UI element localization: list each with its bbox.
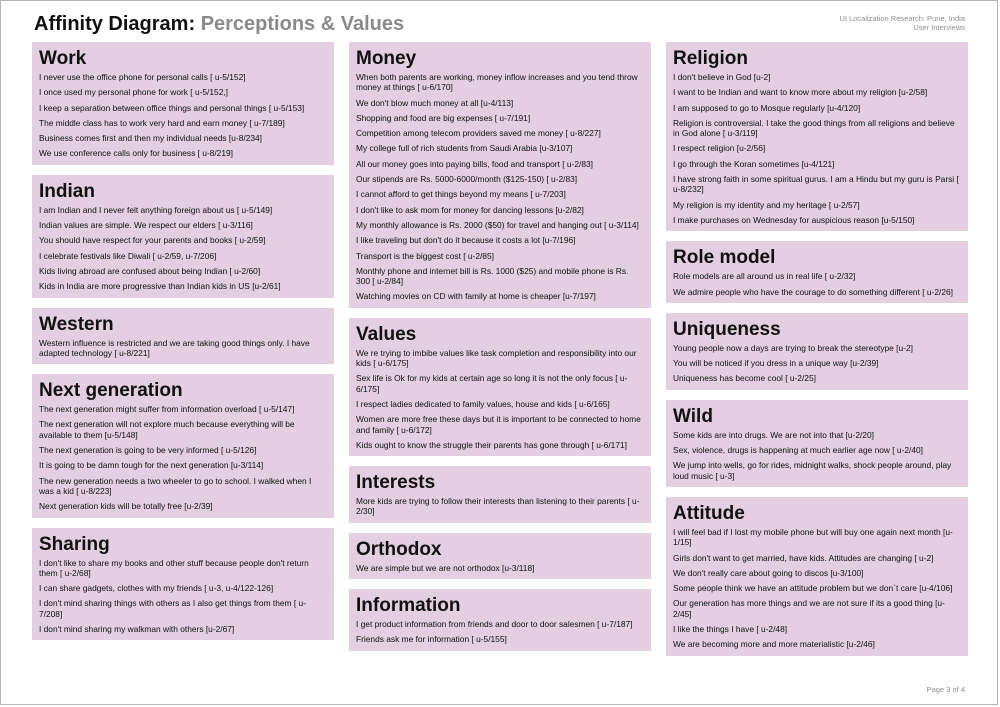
quote-item: I celebrate festivals like Diwali [ u-2/59, u-7/206] bbox=[39, 250, 217, 261]
card-indian bbox=[32, 175, 334, 298]
meta-project: UI Localization Research: Pune, India bbox=[839, 14, 965, 23]
card-items bbox=[39, 72, 327, 159]
quote-item: Kids in India are more progressive than Indian kids in US [u-2/61] bbox=[39, 281, 281, 292]
quote-item: Business comes first and then my individual needs [u-8/234] bbox=[39, 133, 262, 144]
card-items bbox=[673, 271, 961, 297]
card-heading: Religion bbox=[673, 48, 748, 69]
quote-item: I go through the Koran sometimes [u-4/121] bbox=[673, 158, 835, 169]
quote-item: I respect ladies dedicated to family values, house and kids [ u-6/165] bbox=[356, 398, 610, 409]
card-orthodox bbox=[349, 533, 651, 579]
card-heading: Attitude bbox=[673, 502, 745, 524]
quote-item: Sex life is Ok for my kids at certain age so long it is not the only focus [ u-6/175] bbox=[356, 373, 628, 394]
quote-item: Competition among telecom providers saved me money [ u-8/227] bbox=[356, 128, 601, 139]
quote-item: Girls don't want to get married, have kids. Attitudes are changing [ u-2] bbox=[673, 552, 934, 563]
card-western bbox=[32, 308, 334, 365]
quote-item: Watching movies on CD with family at home is cheaper [u-7/197] bbox=[356, 291, 596, 302]
card-heading: Next generation bbox=[39, 380, 183, 402]
card-heading: Work bbox=[39, 48, 87, 69]
card-items bbox=[673, 343, 961, 384]
column-3 bbox=[666, 42, 968, 666]
quote-item: I have strong faith in some spiritual gurus. I am a Hindu but my guru is Parsi [ u-8/232] bbox=[673, 174, 959, 195]
quote-item: Kids living abroad are confused about being Indian [ u-2/60] bbox=[39, 265, 261, 276]
quote-item: Some people think we have an attitude problem but we don`t care [u-4/106] bbox=[673, 583, 953, 594]
quote-item: I don't like to ask mom for money for dancing lessons [u-2/82] bbox=[356, 204, 584, 215]
page-title bbox=[34, 13, 404, 36]
card-heading: Wild bbox=[673, 405, 713, 427]
quote-item: I am supposed to go to Mosque regularly [u-4/120] bbox=[673, 102, 861, 113]
quote-item: The next generation will not explore much because everything will be available to them [u-5/148] bbox=[39, 419, 295, 440]
card-items bbox=[673, 527, 961, 650]
quote-item: I never use the office phone for personal calls [ u-5/152] bbox=[39, 72, 246, 82]
card-information bbox=[349, 589, 651, 651]
quote-item: I want to be Indian and want to know more about my religion [u-2/58] bbox=[673, 87, 928, 98]
quote-item: Sex, violence, drugs is happening at much earlier age now [ u-2/40] bbox=[673, 445, 924, 456]
title-main: Affinity Diagram: bbox=[34, 13, 196, 35]
header-meta bbox=[840, 14, 966, 32]
card-heading: Sharing bbox=[39, 533, 110, 555]
quote-item: Uniqueness has become cool [ u-2/25] bbox=[673, 373, 816, 384]
quote-item: Role models are all around us in real life [ u-2/32] bbox=[673, 271, 856, 282]
quote-item: We don't really care about going to discos [u-3/100] bbox=[673, 567, 864, 578]
card-items bbox=[356, 72, 644, 302]
card-attitude bbox=[666, 497, 968, 656]
quote-item: I keep a separation between office things and personal things [ u-5/153] bbox=[39, 102, 305, 113]
card-items bbox=[673, 430, 961, 481]
card-items bbox=[39, 338, 327, 359]
quote-item: We are becoming more and more materialistic [u-2/46] bbox=[673, 639, 875, 650]
quote-item: I don't like to share my books and other stuff because people don't return them [ u-2/68] bbox=[39, 557, 309, 578]
quote-item: Some kids are into drugs. We are not into that [u-2/20] bbox=[673, 429, 874, 440]
card-items bbox=[356, 563, 644, 573]
card-values bbox=[349, 318, 651, 456]
card-heading: Indian bbox=[39, 180, 95, 202]
card-heading: Role model bbox=[673, 247, 776, 269]
card-heading: Uniqueness bbox=[673, 318, 781, 340]
card-uniqueness bbox=[666, 313, 968, 390]
meta-method: User Interviews bbox=[913, 23, 965, 32]
quote-item: My monthly allowance is Rs. 2000 ($50) for travel and hanging out [ u-3/114] bbox=[356, 219, 639, 230]
quote-item: We don't blow much money at all [u-4/113] bbox=[356, 97, 514, 108]
quote-item: I like traveling but don't do it because it costs a lot [u-7/196] bbox=[356, 235, 576, 246]
card-items bbox=[39, 558, 327, 635]
quote-item: I will feel bad if I lost my mobile phone but will buy one again next month [u-1/15] bbox=[673, 526, 953, 548]
quote-item: I can share gadgets, clothes with my friends [ u-3, u-4/122-126] bbox=[39, 583, 274, 594]
quote-item: The middle class has to work very hard and earn money [ u-7/189] bbox=[39, 117, 285, 128]
quote-item: I don't mind sharing things with others as I also get things from them [ u-7/208] bbox=[39, 598, 306, 619]
card-items bbox=[39, 404, 327, 511]
quote-item: Indian values are simple. We respect our elders [ u-3/116] bbox=[39, 220, 253, 231]
quote-item: I respect religion [u-2/56] bbox=[673, 143, 766, 154]
quote-item: You should have respect for your parents and books [ u-2/59] bbox=[39, 235, 266, 246]
card-wild bbox=[666, 400, 968, 487]
quote-item: I don't believe in God [u-2] bbox=[673, 72, 771, 82]
quote-item: I get product information from friends and door to door salesmen [ u-7/187] bbox=[356, 619, 633, 630]
card-religion bbox=[666, 42, 968, 231]
quote-item: When both parents are working, money inflow increases and you tend throw money at things [ u-6/170] bbox=[356, 72, 638, 93]
column-2 bbox=[349, 42, 651, 661]
quote-item: We admire people who have the courage to do something different [ u-2/26] bbox=[673, 286, 953, 297]
quote-item: More kids are trying to follow their interests than listening to their parents [ u-2/30] bbox=[356, 496, 640, 517]
quote-item: We jump into wells, go for rides, midnight walks, shock people around, play loud music [ u-3] bbox=[673, 460, 952, 481]
quote-item: All our money goes into paying bills, food and transport [ u-2/83] bbox=[356, 158, 593, 169]
card-heading: Values bbox=[356, 323, 417, 345]
quote-item: I once used my personal phone for work [ u-5/152,] bbox=[39, 87, 229, 98]
quote-item: Religion is controversial. I take the good things from all religions and believe in God alone [ u-3/119] bbox=[673, 117, 955, 139]
quote-item: We are simple but we are not orthodox [u-3/118] bbox=[356, 562, 535, 573]
page-number: Page 3 of 4 bbox=[926, 685, 965, 694]
quote-item: My religion is my identity and my heritage [ u-2/57] bbox=[673, 199, 860, 210]
card-heading: Western bbox=[39, 313, 114, 335]
card-items bbox=[356, 496, 644, 517]
card-items bbox=[673, 72, 961, 225]
quote-item: It is going to be damn tough for the next generation [u-3/114] bbox=[39, 460, 264, 471]
card-heading: Orthodox bbox=[356, 538, 442, 560]
quote-item: The next generation is going to be very informed [ u-5/126] bbox=[39, 445, 257, 456]
quote-item: The new generation needs a two wheeler to go to school. I walked when I was a kid [ u-8/223] bbox=[39, 475, 312, 496]
quote-item: Shopping and food are big expenses [ u-7/191] bbox=[356, 112, 531, 123]
quote-item: Our generation has more things and we are not sure if its a good thing [u-2/45] bbox=[673, 598, 945, 619]
card-work bbox=[32, 42, 334, 165]
quote-item: I like the things I have [ u-2/48] bbox=[673, 624, 788, 635]
card-heading: Information bbox=[356, 595, 461, 617]
quote-item: I am Indian and I never felt anything foreign about us [ u-5/149] bbox=[39, 204, 273, 215]
card-items bbox=[356, 619, 644, 645]
quote-item: My college full of rich students from Saudi Arabia [u-3/107] bbox=[356, 143, 573, 154]
card-items bbox=[356, 348, 644, 450]
quote-item: Next generation kids will be totally free [u-2/39] bbox=[39, 501, 213, 512]
card-role-model bbox=[666, 241, 968, 303]
quote-item: Our stipends are Rs. 5000-6000/month ($125-150) [ u-2/83] bbox=[356, 174, 578, 185]
quote-item: We re trying to imbibe values like task completion and responsibility into our kids [ u-6/175] bbox=[356, 347, 637, 369]
quote-item: I don't mind sharing my walkman with others [u-2/67] bbox=[39, 624, 235, 635]
card-heading: Interests bbox=[356, 472, 436, 494]
card-sharing bbox=[32, 528, 334, 641]
quote-item: Kids ought to know the struggle their parents has gone through [ u-6/171] bbox=[356, 439, 627, 450]
quote-item: We use conference calls only for business [ u-8/219] bbox=[39, 148, 233, 159]
quote-item: Friends ask me for information [ u-5/155] bbox=[356, 634, 507, 645]
quote-item: Women are more free these days but it is important to be connected to home and family [ u-6/172] bbox=[356, 414, 641, 435]
card-money bbox=[349, 42, 651, 308]
quote-item: Young people now a days are trying to break the stereotype [u-2] bbox=[673, 342, 913, 353]
card-next-generation bbox=[32, 374, 334, 517]
quote-item: I make purchases on Wednesday for auspicious reason [u-5/150] bbox=[673, 214, 915, 225]
card-interests bbox=[349, 466, 651, 523]
title-subtitle: Perceptions & Values bbox=[200, 13, 405, 35]
quote-item: The next generation might suffer from information overload [ u-5/147] bbox=[39, 404, 295, 415]
card-heading: Money bbox=[356, 48, 417, 69]
quote-item: You will be noticed if you dress in a unique way [u-2/39] bbox=[673, 358, 879, 369]
quote-item: Transport is the biggest cost [ u-2/85] bbox=[356, 250, 494, 261]
quote-item: I cannot afford to get things beyond my means [ u-7/203] bbox=[356, 189, 566, 200]
quote-item: Western influence is restricted and we are taking good things only. I have adapted technology [ u-8/221] bbox=[39, 337, 310, 358]
quote-item: Monthly phone and internet bill is Rs. 1000 ($25) and mobile phone is Rs. 300 [ u-2/84] bbox=[356, 265, 629, 287]
column-1 bbox=[32, 42, 334, 650]
card-items bbox=[39, 205, 327, 292]
